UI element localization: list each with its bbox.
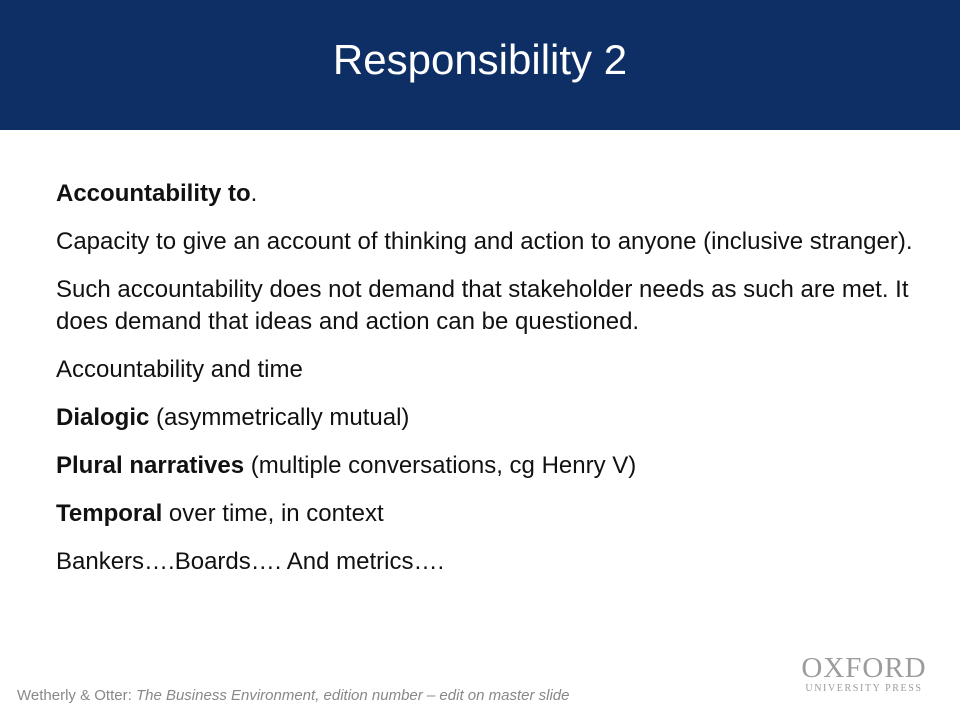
paragraph-text: . [250, 180, 258, 207]
body-paragraph [56, 450, 916, 482]
footer-citation [17, 686, 577, 720]
bold-term: Temporal [56, 500, 163, 527]
title-banner [0, 0, 960, 130]
logo-press-text: UNIVERSITY PRESS [805, 683, 923, 694]
paragraph-text: Capacity to give an account of thinking and action to anyone (inclusive stranger). [56, 228, 913, 255]
paragraph-text: (multiple conversations, cg Henry V) [244, 452, 637, 479]
paragraph-text: Bankers….Boards…. And metrics…. [56, 548, 445, 575]
oxford-logo [800, 650, 928, 694]
body-paragraph [56, 354, 916, 386]
paragraph-text: Accountability and time [56, 356, 303, 383]
body-paragraph [56, 226, 916, 258]
body-paragraph [56, 178, 916, 210]
footer-book-title: The Business Environment, edition number – edit on master slide [135, 687, 570, 704]
paragraph-text: (asymmetrically mutual) [149, 404, 410, 431]
body-paragraph [56, 546, 916, 578]
body-paragraph [56, 274, 916, 338]
bold-term: Accountability to [56, 180, 251, 207]
body-paragraph [56, 498, 916, 530]
bold-term: Plural narratives [56, 452, 245, 479]
paragraph-text: over time, in context [162, 500, 384, 527]
footer-authors: Wetherly & Otter: [17, 687, 136, 704]
logo-oxford-text: OXFORD [801, 652, 927, 684]
paragraph-text: Such accountability does not demand that stakeholder needs as such are met. It does demand that ideas and action can be questioned. [56, 276, 909, 335]
slide-body [56, 178, 916, 594]
body-paragraph [56, 402, 916, 434]
bold-term: Dialogic [56, 404, 150, 431]
slide-title: Responsibility 2 [332, 36, 628, 83]
